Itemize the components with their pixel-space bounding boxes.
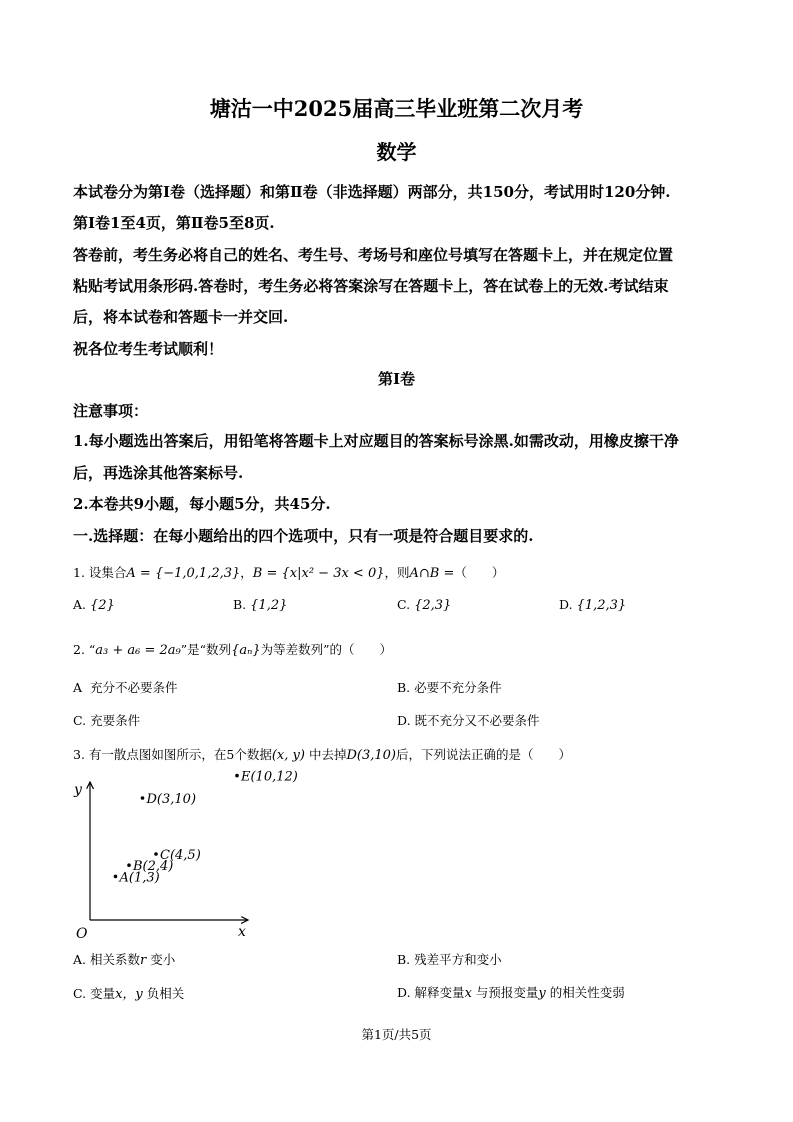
q1-paren: （ ）	[454, 565, 505, 580]
q2-prefix: 2. “	[73, 642, 96, 657]
part-title: 一.选择题：在每小题给出的四个选项中，只有一项是符合题目要求的.	[73, 527, 534, 545]
scatter-point-label-3: D(3,10)	[146, 792, 197, 807]
q1-then: ，则	[384, 565, 410, 580]
notice-1a: 1.每小题选出答案后，用铅笔将答题卡上对应题目的答案标号涂黑.如需改动，用橡皮擦干净	[73, 432, 679, 450]
q3-prefix: 3. 有一散点图如图所示，在5个数据	[73, 747, 272, 762]
option-value: {1,2}	[250, 598, 288, 613]
q1-set-a: A = {−1,0,1,2,3}	[126, 566, 241, 581]
option-text: 变量	[90, 986, 116, 1001]
intro-line-6: 祝各位考生考试顺利！	[73, 340, 224, 358]
x-axis-label: x	[238, 924, 246, 940]
option-label: A	[73, 680, 83, 695]
q3-suffix: 后，下列说法正确的是（ ）	[395, 747, 571, 762]
q1-option-b	[233, 597, 287, 613]
q2-equation: a₃ + a₆ = 2a₉	[95, 643, 181, 658]
scatter-point-label-1: B(2,4)	[133, 859, 174, 875]
q2-option-a	[73, 678, 178, 696]
q2-suffix: 为等差数列”的（ ）	[260, 642, 393, 657]
scatter-point-label-4: E(10,12)	[241, 769, 298, 785]
notice-title: 注意事项：	[73, 402, 149, 420]
scatter-point-0	[114, 875, 118, 879]
question-1	[73, 563, 504, 581]
option-label: B.	[233, 597, 247, 612]
option-label: C.	[73, 986, 87, 1001]
q1-option-c	[397, 597, 451, 613]
option-label: A.	[73, 597, 87, 612]
scatter-point-4	[235, 774, 239, 778]
option-label: C.	[397, 597, 411, 612]
intro-line-1: 本试卷分为第Ⅰ卷（选择题）和第Ⅱ卷（非选择题）两部分，共150分，考试用时120分钟.	[73, 183, 671, 201]
option-label: B.	[397, 680, 411, 695]
option-var: x	[464, 986, 472, 1001]
page-footer: 第1页/共5页	[361, 1027, 432, 1042]
q3-option-d	[397, 983, 625, 1001]
q2-sequence: {aₙ}	[231, 643, 261, 658]
question-3	[73, 745, 571, 763]
q3-option-b	[397, 950, 502, 968]
points-layer	[114, 770, 298, 886]
option-label: A.	[73, 952, 87, 967]
q2-option-c	[73, 711, 140, 729]
option-text: 负相关	[146, 986, 185, 1001]
scatter-plot	[60, 769, 298, 945]
q3-option-c	[73, 983, 184, 1002]
option-value: {2}	[90, 598, 115, 613]
option-text: 与预报变量	[475, 985, 539, 1000]
q2-option-d	[397, 711, 540, 729]
intro-line-4: 粘贴考试用条形码.答卷时，考生务必将答案涂写在答题卡上，答在试卷上的无效.考试结束	[73, 277, 669, 295]
option-text: 变小	[150, 952, 176, 967]
option-text: 相关系数	[90, 952, 141, 967]
option-label: D.	[397, 713, 411, 728]
scatter-point-1	[127, 863, 131, 867]
y-axis-label: y	[74, 782, 82, 798]
option-value: 必要不充分条件	[414, 680, 502, 695]
option-var: r	[140, 953, 147, 968]
q3-mid: 中去掉	[308, 747, 347, 762]
q3-pair: (x, y)	[271, 748, 305, 763]
q3-point: D(3,10)	[346, 748, 396, 763]
q3-option-a	[73, 950, 175, 968]
q1-set-b: B = {x|x² − 3x < 0}	[252, 566, 385, 581]
option-label: D.	[559, 597, 573, 612]
option-label: B.	[397, 952, 411, 967]
intro-line-2: 第Ⅰ卷1至4页，第Ⅱ卷5至8页.	[73, 214, 275, 232]
option-value: {2,3}	[414, 598, 452, 613]
scatter-point-3	[141, 796, 145, 800]
origin-label: O	[76, 926, 88, 942]
exam-subject: 数学	[376, 140, 417, 164]
q1-expr: A∩B =	[409, 566, 455, 581]
option-value: 充分不必要条件	[89, 680, 178, 695]
option-text: 解释变量	[414, 985, 465, 1000]
q1-option-d	[559, 597, 626, 613]
option-label: C.	[73, 713, 87, 728]
question-2	[73, 640, 392, 658]
scatter-point-2	[154, 852, 158, 856]
intro-line-5: 后，将本试卷和答题卡一并交回.	[73, 308, 289, 326]
exam-title: 塘沽一中2025届高三毕业班第二次月考	[209, 96, 584, 121]
q2-option-b	[397, 678, 502, 696]
scatter-point-label-0: A(1,3)	[119, 870, 160, 886]
option-value: {1,2,3}	[576, 598, 627, 613]
q1-option-a	[73, 597, 115, 613]
option-var: x，y	[115, 987, 143, 1002]
scatter-point-label-2: C(4,5)	[160, 848, 201, 863]
notice-1b: 后，再选涂其他答案标号.	[73, 464, 244, 482]
option-text: 的相关性变弱	[549, 985, 625, 1000]
section-title: 第Ⅰ卷	[377, 370, 416, 388]
q2-mid: ”是“数列	[180, 642, 232, 657]
option-value: 充要条件	[90, 713, 141, 728]
q1-prefix: 1. 设集合	[73, 565, 127, 580]
option-var: y	[538, 986, 546, 1001]
option-label: D.	[397, 985, 411, 1000]
q1-comma: ，	[240, 565, 253, 580]
notice-2: 2.本卷共9小题，每小题5分，共45分.	[73, 495, 331, 513]
intro-line-3: 答卷前，考生务必将自己的姓名、考生号、考场号和座位号填写在答题卡上，并在规定位置	[73, 246, 674, 264]
option-text: 残差平方和变小	[414, 952, 502, 967]
option-value: 既不充分又不必要条件	[414, 713, 540, 728]
